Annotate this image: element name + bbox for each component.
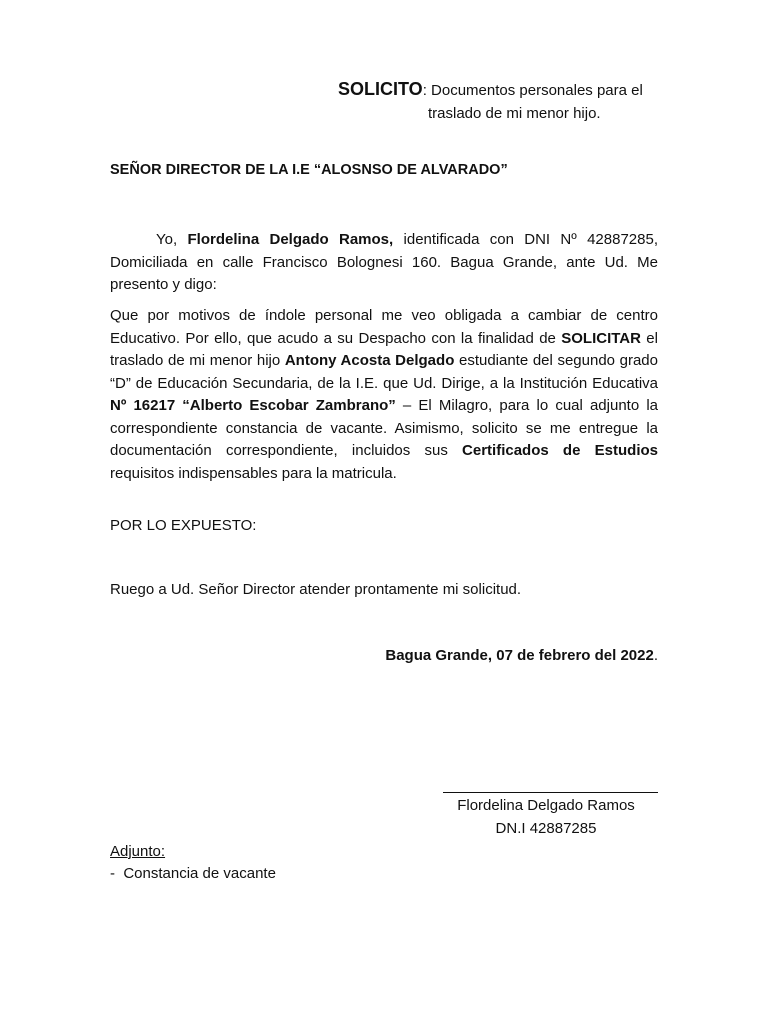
closing-request: Ruego a Ud. Señor Director atender prontamente mi solicitud. [110,581,522,598]
para2-text-5: requisitos indispensables para la matricula. [110,464,397,482]
signature-dni: DN.I 42887285 [495,820,597,837]
por-lo-expuesto: POR LO EXPUESTO: [110,517,257,534]
para2-text-4: – El Milagro, para lo cual adjunto la correspondiente constancia de vacante. Asimismo, solicito se me entregue la documentación correspondiente, incluidos sus [110,397,658,459]
date-text: Bagua Grande, 07 de febrero del 2022 [385,647,654,664]
para2-text-1: Que por motivos de índole personal me veo obligada a cambiar de centro Educativo. Por ello, que acudo a su Despacho con la finalidad de [110,307,658,347]
applicant-name: Flordelina Delgado Ramos, [187,231,394,248]
addressee: SEÑOR DIRECTOR DE LA I.E “ALOSNSO DE ALVARADO” [110,162,508,178]
subject-line-1: Documentos personales para el [426,82,643,99]
para1-text-2: identificada con DNI Nº 42887285, Domiciliada en calle Francisco Bolognesi 160. Bagua Grande, ante Ud. Me presento y digo: [110,231,658,293]
para2-text-3: estudiante del segundo grado “D” de Educación Secundaria, de la I.E. que Ud. Dirige, a la Institución Educativa [110,352,658,392]
attachments-label: Adjunto: [110,843,166,860]
subject-line-2: traslado de mi menor hijo. [428,105,601,122]
target-school: Nº 16217 “Alberto Escobar Zambrano” [110,397,396,414]
signature-name: Flordelina Delgado Ramos [457,797,635,814]
solicito-colon: : [422,82,427,99]
place-and-date [385,647,658,664]
attachment-item: - Constancia de vacante [110,865,276,882]
date-period: . [653,647,658,664]
para2-text-2: el traslado de mi menor hijo [110,329,658,369]
certificates-bold: Certificados de Estudios [462,442,658,459]
subject-heading [338,79,643,100]
solicito-label: SOLICITO [338,79,423,99]
para1-text-1: Yo, [156,231,188,248]
paragraph-request [110,305,658,485]
signature-line [443,792,658,793]
solicitar-bold: SOLICITAR [561,329,641,347]
student-name: Antony Acosta Delgado [284,352,455,369]
paragraph-introduction [110,229,658,297]
